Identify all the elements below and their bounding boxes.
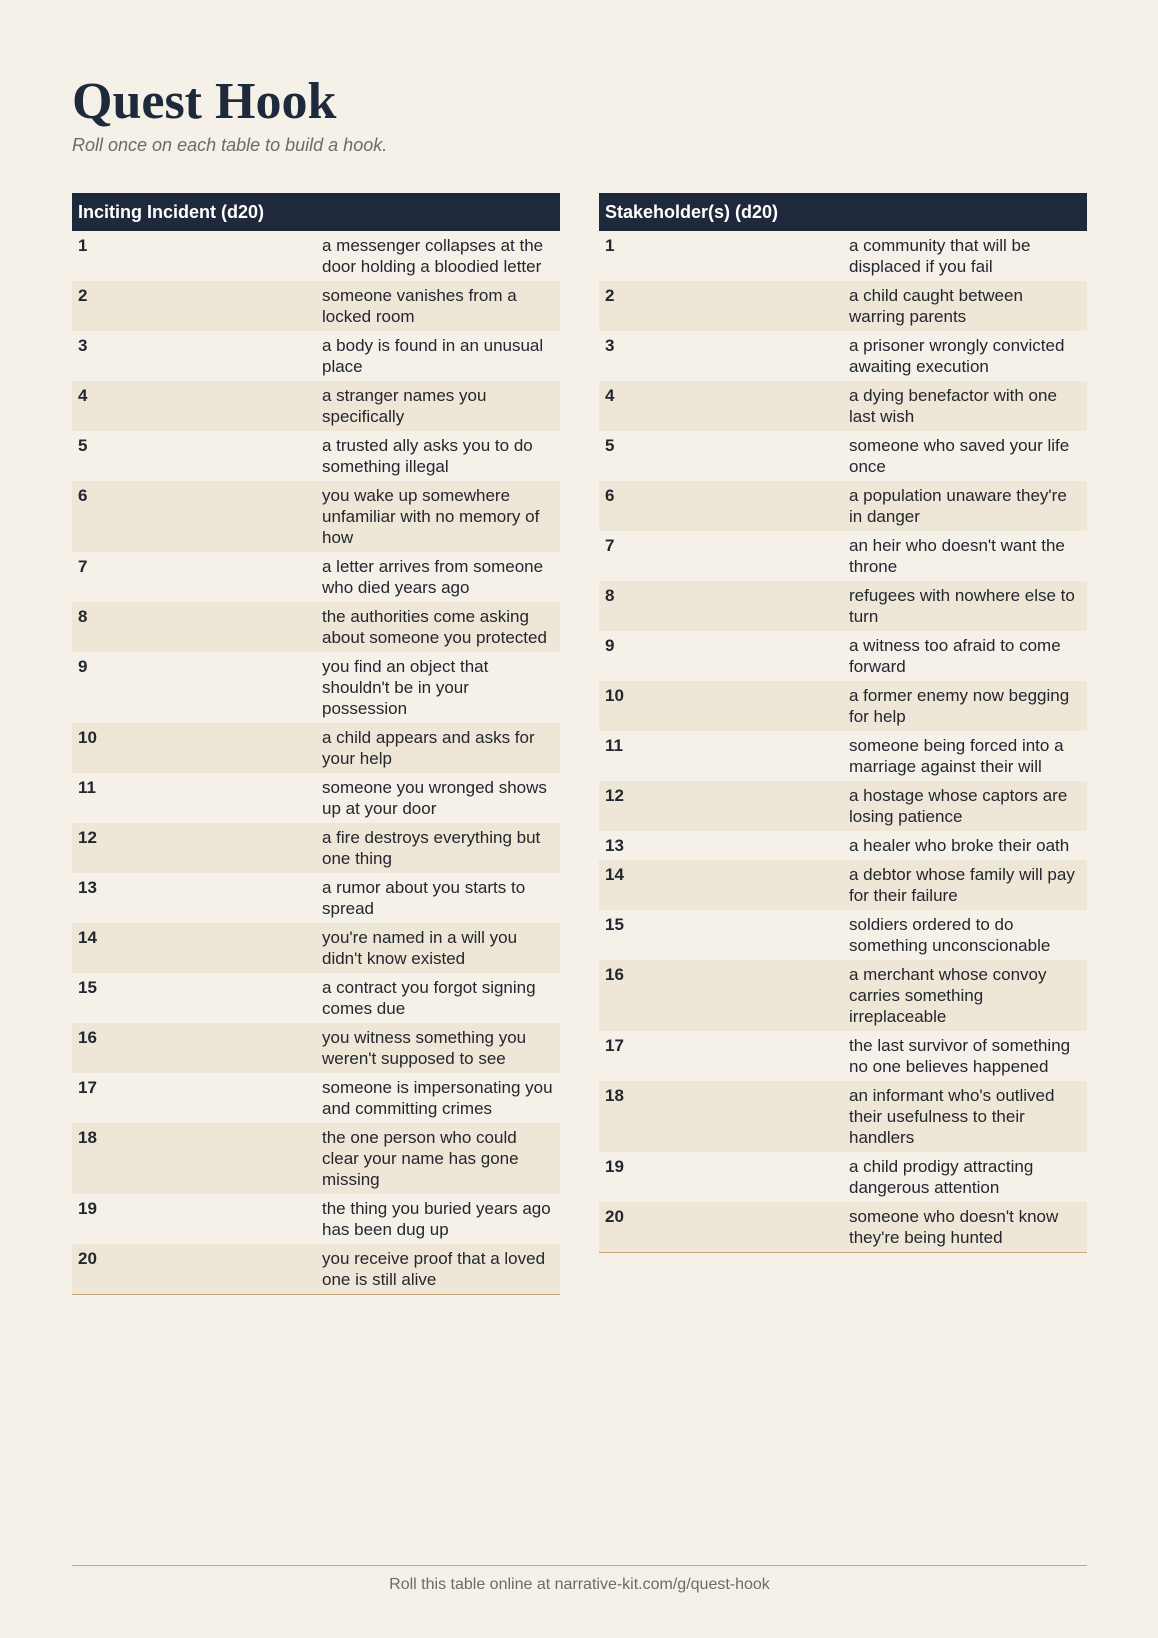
table-row (72, 1023, 560, 1073)
table-row (72, 973, 560, 1023)
roll-result: a child caught between warring parents (843, 281, 1087, 331)
table-row (72, 923, 560, 973)
table-body (599, 231, 1087, 1253)
roll-result: a trusted ally asks you to do something illegal (322, 436, 533, 476)
roll-result: someone vanishes from a locked room (316, 281, 560, 331)
table-row (599, 1031, 1087, 1081)
table-row (72, 552, 560, 602)
roll-result: the one person who could clear your name has gone missing (316, 1123, 560, 1194)
roll-number: 15 (78, 978, 97, 997)
roll-number: 17 (605, 1036, 624, 1055)
roll-number: 9 (605, 636, 615, 655)
table-row (72, 773, 560, 823)
roll-result: a messenger collapses at the door holding a bloodied letter (322, 236, 544, 276)
roll-number: 8 (599, 581, 843, 631)
roll-number: 1 (78, 236, 88, 255)
roll-result: you witness something you weren't supposed to see (316, 1023, 560, 1073)
roll-number: 1 (605, 236, 615, 255)
roll-result: an informant who's outlived their usefulness to their handlers (843, 1081, 1087, 1152)
roll-result: refugees with nowhere else to turn (843, 581, 1087, 631)
roll-result: a contract you forgot signing comes due (322, 978, 536, 1018)
roll-result: a rumor about you starts to spread (322, 878, 526, 918)
table-row (599, 1202, 1087, 1253)
stakeholders-table (599, 193, 1087, 1253)
roll-number: 9 (78, 657, 88, 676)
roll-result: a fire destroys everything but one thing (316, 823, 560, 873)
table-row (72, 1194, 560, 1244)
roll-number: 2 (72, 281, 316, 331)
table-row (72, 602, 560, 652)
table-row (72, 723, 560, 773)
roll-result: a dying benefactor with one last wish (843, 381, 1087, 431)
roll-number: 20 (72, 1244, 316, 1295)
roll-result: you receive proof that a loved one is still alive (316, 1244, 560, 1295)
table-row (72, 331, 560, 381)
roll-number: 17 (78, 1078, 97, 1097)
roll-number: 18 (599, 1081, 843, 1152)
roll-number: 3 (78, 336, 88, 355)
roll-result: soldiers ordered to do something unconscionable (849, 915, 1051, 955)
page-subtitle: Roll once on each table to build a hook. (72, 135, 388, 155)
roll-number: 18 (72, 1123, 316, 1194)
roll-number: 6 (599, 481, 843, 531)
roll-number: 16 (599, 960, 843, 1031)
roll-number: 2 (599, 281, 843, 331)
table-row (599, 331, 1087, 381)
roll-number: 7 (78, 557, 88, 576)
table-row (599, 910, 1087, 960)
roll-number: 13 (605, 836, 624, 855)
table-row (72, 381, 560, 431)
table-row (599, 1081, 1087, 1152)
roll-result: the last survivor of something no one believes happened (849, 1036, 1071, 1076)
table-body (72, 231, 560, 1295)
roll-number: 10 (599, 681, 843, 731)
table-row (72, 823, 560, 873)
table-row (72, 1123, 560, 1194)
table-row (599, 781, 1087, 831)
roll-result: someone who saved your life once (849, 436, 1070, 476)
table-row (599, 860, 1087, 910)
table-row (72, 1073, 560, 1123)
roll-result: you're named in a will you didn't know existed (316, 923, 560, 973)
roll-result: someone you wronged shows up at your door (322, 778, 547, 818)
roll-result: the authorities come asking about someone you protected (316, 602, 560, 652)
roll-result: a hostage whose captors are losing patience (843, 781, 1087, 831)
roll-number: 16 (72, 1023, 316, 1073)
table-row (599, 281, 1087, 331)
roll-number: 11 (78, 778, 96, 797)
table-row (72, 652, 560, 723)
roll-result: a stranger names you specifically (316, 381, 560, 431)
roll-result: someone who doesn't know they're being hunted (843, 1202, 1087, 1253)
roll-number: 15 (605, 915, 624, 934)
roll-number: 5 (605, 436, 615, 455)
table-row (599, 631, 1087, 681)
roll-result: someone is impersonating you and committing crimes (322, 1078, 553, 1118)
roll-number: 10 (72, 723, 316, 773)
table-row (599, 960, 1087, 1031)
roll-result: an heir who doesn't want the throne (849, 536, 1065, 576)
roll-number: 20 (599, 1202, 843, 1253)
table-row (72, 431, 560, 481)
table-header-row (599, 193, 1087, 231)
roll-number: 4 (72, 381, 316, 431)
roll-number: 12 (72, 823, 316, 873)
table-row (599, 681, 1087, 731)
table-row (72, 1244, 560, 1295)
roll-result: a healer who broke their oath (849, 836, 1070, 855)
roll-result: a community that will be displaced if you fail (849, 236, 1031, 276)
table-row (599, 1152, 1087, 1202)
roll-result: a child appears and asks for your help (316, 723, 560, 773)
table-header: Stakeholder(s) (d20) (599, 193, 1087, 231)
footer: Roll this table online at narrative-kit.com/g/quest-hook (72, 1565, 1087, 1594)
roll-number: 4 (599, 381, 843, 431)
roll-number: 14 (599, 860, 843, 910)
table-row (72, 231, 560, 281)
roll-result: a population unaware they're in danger (843, 481, 1087, 531)
roll-number: 19 (605, 1157, 624, 1176)
roll-result: a witness too afraid to come forward (849, 636, 1061, 676)
roll-number: 5 (78, 436, 88, 455)
table-row (599, 231, 1087, 281)
roll-number: 6 (72, 481, 316, 552)
table-row (599, 581, 1087, 631)
roll-number: 7 (605, 536, 615, 555)
roll-result: a debtor whose family will pay for their failure (843, 860, 1087, 910)
roll-result: you wake up somewhere unfamiliar with no memory of how (316, 481, 560, 552)
table-row (599, 531, 1087, 581)
table-row (599, 431, 1087, 481)
roll-result: someone being forced into a marriage against their will (849, 736, 1064, 776)
table-row (599, 731, 1087, 781)
roll-result: a merchant whose convoy carries something irreplaceable (843, 960, 1087, 1031)
roll-result: a former enemy now begging for help (843, 681, 1087, 731)
page-title: Quest Hook (72, 73, 337, 130)
roll-number: 11 (605, 736, 623, 755)
roll-number: 19 (78, 1199, 97, 1218)
inciting-incident-table (72, 193, 560, 1295)
table-row (599, 481, 1087, 531)
roll-number: 14 (72, 923, 316, 973)
roll-result: a child prodigy attracting dangerous attention (849, 1157, 1034, 1197)
roll-number: 3 (605, 336, 615, 355)
table-row (72, 281, 560, 331)
roll-result: a letter arrives from someone who died years ago (322, 557, 544, 597)
roll-number: 13 (78, 878, 97, 897)
roll-result: you find an object that shouldn't be in your possession (322, 657, 489, 718)
roll-number: 8 (72, 602, 316, 652)
table-row (599, 831, 1087, 860)
table-row (599, 381, 1087, 431)
table-row (72, 873, 560, 923)
table-header-row (72, 193, 560, 231)
page (72, 72, 1087, 1289)
table-header: Inciting Incident (d20) (72, 193, 560, 231)
table-row (72, 481, 560, 552)
roll-result: the thing you buried years ago has been dug up (322, 1199, 551, 1239)
roll-result: a prisoner wrongly convicted awaiting execution (849, 336, 1065, 376)
roll-result: a body is found in an unusual place (322, 336, 544, 376)
roll-number: 12 (599, 781, 843, 831)
